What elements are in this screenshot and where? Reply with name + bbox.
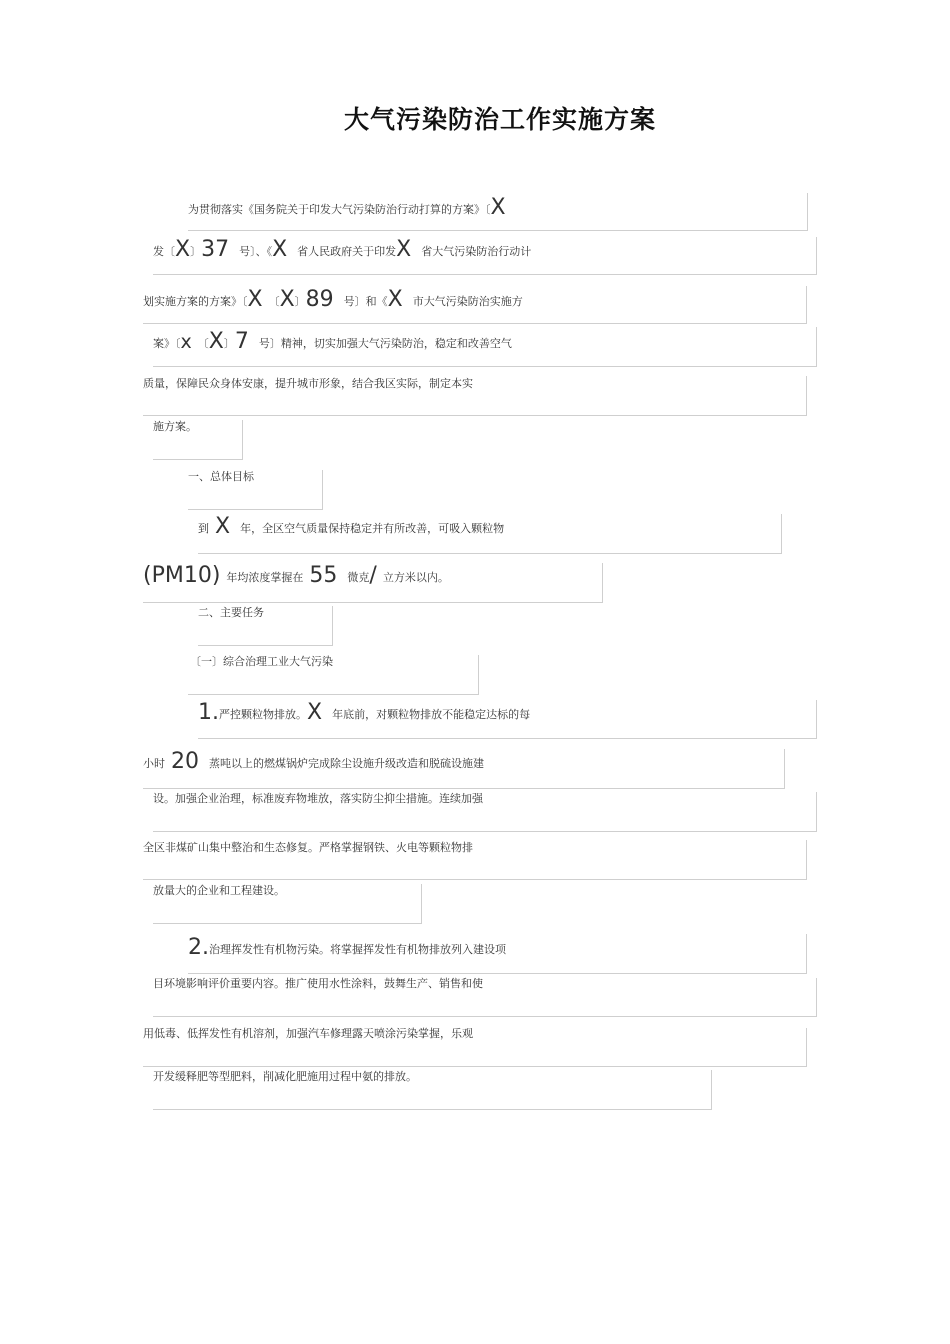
item1-line-1 <box>198 700 530 725</box>
doc-number: 89 <box>305 287 334 312</box>
intro-text: 〔 <box>268 295 280 308</box>
pm10-label: (PM10) <box>143 563 221 588</box>
item1-line-3 <box>153 790 483 806</box>
body-text: 用低毒、低挥发性有机溶剂，加强汽车修理露天喷涂污染掌握，乐观 <box>143 1027 473 1040</box>
intro-text: 施方案。 <box>153 420 197 433</box>
placeholder-x: X <box>490 195 506 220</box>
intro-text: 〕 <box>223 337 235 350</box>
placeholder-x: X <box>387 287 403 312</box>
body-text: 年底前，对颗粒物排放不能稳定达标的每 <box>332 708 531 721</box>
body-text: 治理挥发性有机物污染。将掌握挥发性有机物排放列入建设项 <box>209 943 506 956</box>
intro-text: 划实施方案的方案》〔 <box>143 295 248 308</box>
placeholder-x: X <box>247 287 263 312</box>
placeholder-x: X <box>279 287 295 312</box>
item2-line-1 <box>188 935 506 960</box>
concentration-value: 55 <box>309 563 338 588</box>
body-text: 严控颗粒物排放。 <box>219 708 307 721</box>
intro-line-5 <box>143 375 473 391</box>
item-number: 2. <box>188 935 209 960</box>
document-title: 大气污染防治工作实施方案 <box>343 105 656 134</box>
section-heading: 二、主要任务 <box>198 606 264 619</box>
body-text: 目环境影响评价重要内容。推广使用水性涂料，鼓舞生产、销售和使 <box>153 977 483 990</box>
item1-line-4 <box>143 839 473 855</box>
intro-text: 质量，保障民众身体安康，提升城市形象，结合我区实际，制定本实 <box>143 377 473 390</box>
body-text: 立方米以内。 <box>382 571 449 584</box>
intro-text: 发〔 <box>153 245 175 258</box>
intro-text: 号〕和《 <box>343 295 388 308</box>
body-text: 小时 <box>143 757 165 770</box>
body-text: 放量大的企业和工程建设。 <box>153 884 285 897</box>
intro-text: 号〕精神，切实加强大气污染防治，稳定和改善空气 <box>258 337 512 350</box>
intro-text: 省大气污染防治行动计 <box>421 245 532 258</box>
intro-line-1 <box>188 195 506 220</box>
placeholder-x: X <box>272 237 288 262</box>
item1-line-2 <box>143 749 484 774</box>
section-heading-tasks <box>198 604 264 620</box>
item1-line-5 <box>153 882 285 898</box>
tonnage-value: 20 <box>171 749 199 774</box>
item2-line-3 <box>143 1025 473 1041</box>
placeholder-x: X <box>215 514 231 539</box>
body-text: 设。加强企业治理，标准废弃物堆放，落实防尘抑尘措施。连续加强 <box>153 792 483 805</box>
intro-line-6 <box>153 418 197 434</box>
section-heading: 一、总体目标 <box>188 470 254 483</box>
body-text: 全区非煤矿山集中整治和生态修复。严格掌握钢铁、火电等颗粒物排 <box>143 841 473 854</box>
body-text: 微克 <box>347 571 370 584</box>
placeholder-x: X <box>208 329 224 354</box>
item2-line-2 <box>153 975 483 991</box>
goals-line-1 <box>198 514 504 539</box>
placeholder-x: X <box>396 237 412 262</box>
unit-slash: / <box>369 563 377 588</box>
intro-line-2 <box>153 237 531 262</box>
intro-text: 〕 <box>294 295 306 308</box>
doc-number: 7 <box>234 329 249 354</box>
placeholder-x: X <box>175 237 191 262</box>
item2-line-4 <box>153 1068 417 1084</box>
goals-line-2 <box>143 563 449 588</box>
intro-line-3 <box>143 287 523 312</box>
placeholder-x: x <box>180 331 192 353</box>
intro-text: 省人民政府关于印发 <box>297 245 397 258</box>
intro-text: 〔 <box>197 337 209 350</box>
body-text: 蒸吨以上的燃煤锅炉完成除尘设施升级改造和脱硫设施建 <box>209 757 484 770</box>
intro-text: 案》〔 <box>153 337 181 350</box>
subsection-heading: 〔一〕综合治理工业大气污染 <box>190 655 333 668</box>
doc-number: 37 <box>201 237 230 262</box>
placeholder-x: X <box>307 700 323 725</box>
intro-text: 〕 <box>190 245 202 258</box>
intro-text: 号〕、《 <box>239 245 273 258</box>
subsection-heading-1 <box>190 653 333 669</box>
body-text: 开发缓释肥等型肥料，削减化肥施用过程中氨的排放。 <box>153 1070 417 1083</box>
body-text: 年均浓度掌握在 <box>226 571 304 584</box>
item-number: 1. <box>198 700 219 725</box>
body-text: 到 <box>198 522 209 535</box>
intro-line-4 <box>153 329 512 354</box>
intro-text: 为贯彻落实《国务院关于印发大气污染防治行动打算的方案》〔 <box>188 203 491 216</box>
section-heading-goals <box>188 468 254 484</box>
body-text: 年，全区空气质量保持稳定并有所改善，可吸入颗粒物 <box>240 522 505 535</box>
intro-text: 市大气污染防治实施方 <box>412 295 523 308</box>
